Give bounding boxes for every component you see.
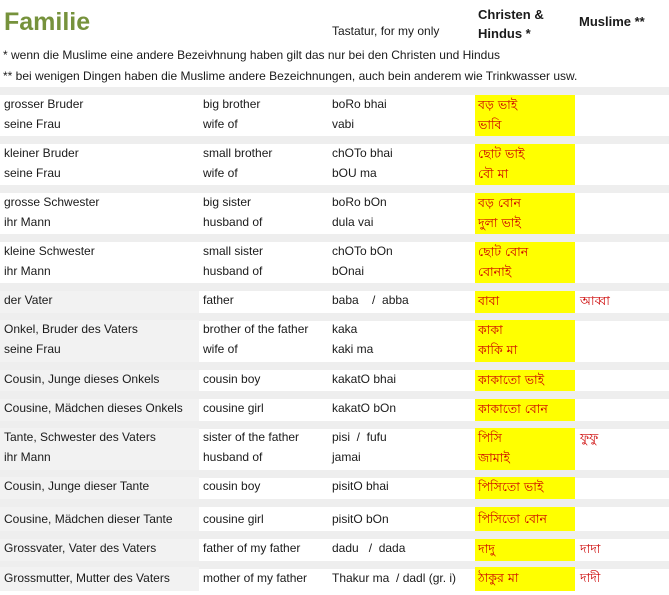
table-row: [0, 399, 669, 421]
bengali-term: কাকা: [478, 322, 503, 337]
table-row: [0, 193, 669, 234]
transliteration: bOnai: [332, 264, 365, 278]
german-term: seine Frau: [4, 117, 61, 131]
german-term: kleiner Bruder: [4, 146, 79, 160]
bengali-cell: [475, 95, 575, 136]
english-term: wife of: [203, 342, 238, 356]
german-term: Cousin, Junge dieser Tante: [4, 479, 150, 493]
bengali-cell: [475, 399, 575, 421]
bengali-term: ছোট বোন: [478, 244, 529, 259]
english-term: cousine girl: [203, 512, 264, 526]
bengali-term: কাকাতো ভাই: [478, 372, 545, 387]
bengali-cell: [475, 567, 575, 591]
bengali-cell: [475, 539, 575, 561]
bengali-cell: [475, 428, 575, 470]
transliteration: boRo bhai: [332, 97, 387, 111]
transliteration: chOTo bhai: [332, 146, 393, 160]
muslim-term: দাদী: [580, 570, 601, 585]
bengali-cell: [475, 370, 575, 391]
bengali-cell: [475, 242, 575, 283]
english-term: wife of: [203, 166, 238, 180]
english-term: cousin boy: [203, 479, 261, 493]
bengali-term: কাকাতো বোন: [478, 401, 548, 416]
row-divider: [0, 531, 669, 539]
german-term: grosser Bruder: [4, 97, 84, 111]
table-row: [0, 370, 669, 391]
transliteration: pisitO bhai: [332, 479, 389, 493]
english-term: cousin boy: [203, 372, 261, 386]
german-term: grosse Schwester: [4, 195, 100, 209]
table-row: [0, 291, 669, 313]
english-term: big sister: [203, 195, 252, 209]
bengali-term: বোনাই: [478, 264, 512, 279]
transliteration: chOTo bOn: [332, 244, 393, 258]
bengali-term: বড় বোন: [478, 195, 521, 210]
german-term: Cousine, Mädchen dieses Onkels: [4, 401, 183, 415]
table-row: [0, 428, 669, 470]
english-term: small sister: [203, 244, 264, 258]
bengali-term: ছোট ভাই: [478, 146, 525, 161]
english-term: wife of: [203, 117, 238, 131]
english-term: mother of my father: [203, 571, 308, 585]
english-term: husband of: [203, 215, 263, 229]
bengali-term: পিসি: [478, 430, 502, 445]
transliteration: dadu / dada: [332, 541, 406, 555]
row-divider: [0, 391, 669, 399]
english-term: sister of the father: [203, 430, 300, 444]
german-term: Grossvater, Vater des Vaters: [4, 541, 157, 555]
christen-header-line2: Hindus *: [478, 26, 531, 41]
muslim-term: ফুফু: [580, 430, 599, 445]
english-term: husband of: [203, 450, 263, 464]
bengali-term: বাবা: [478, 293, 500, 308]
bengali-term: ঠাকুর মা: [478, 570, 519, 585]
german-term: Grossmutter, Mutter des Vaters: [4, 571, 170, 585]
muslim-term: দাদা: [580, 541, 601, 556]
german-term: seine Frau: [4, 342, 61, 356]
row-divider: [0, 185, 669, 193]
transliteration: vabi: [332, 117, 355, 131]
table-row: [0, 567, 669, 591]
transliteration: kakatO bOn: [332, 401, 397, 415]
bengali-cell: [475, 320, 575, 362]
english-term: father of my father: [203, 541, 301, 555]
bengali-term: বড় ভাই: [478, 97, 518, 112]
row-divider: [0, 499, 669, 507]
bengali-cell: [475, 291, 575, 313]
german-term: kleine Schwester: [4, 244, 95, 258]
footnote-2: ** bei wenigen Dingen haben die Muslime andere Bezeichnungen, auch bein anderem wie Trinkwasser usw.: [3, 69, 578, 83]
english-term: father: [203, 293, 234, 307]
bengali-term: পিসিতো বোন: [478, 511, 548, 526]
bengali-term: পিসিতো ভাই: [478, 479, 544, 494]
muslim-term: আব্বা: [580, 293, 610, 308]
keyboard-column-header: Tastatur, for my only: [332, 24, 440, 38]
german-term: seine Frau: [4, 166, 61, 180]
muslime-column-header: Muslime **: [579, 14, 645, 29]
row-divider: [0, 362, 669, 370]
christen-header-line1: Christen &: [478, 7, 544, 22]
english-term: husband of: [203, 264, 263, 278]
bengali-cell: [475, 477, 575, 499]
row-divider: [0, 87, 669, 95]
row-divider: [0, 283, 669, 291]
english-term: brother of the father: [203, 322, 309, 336]
transliteration: bOU ma: [332, 166, 377, 180]
bengali-term: জামাই: [478, 450, 510, 465]
transliteration: kaka: [332, 322, 358, 336]
transliteration: dula vai: [332, 215, 374, 229]
bengali-term: কাকি মা: [478, 342, 518, 357]
bengali-cell: [475, 507, 575, 531]
page-title: Familie: [4, 8, 91, 36]
table-row: [0, 477, 669, 499]
german-term: Tante, Schwester des Vaters: [4, 430, 156, 444]
german-term: Cousine, Mädchen dieser Tante: [4, 512, 173, 526]
german-term: Onkel, Bruder des Vaters: [4, 322, 138, 336]
transliteration: jamai: [332, 450, 361, 464]
transliteration: kaki ma: [332, 342, 374, 356]
row-divider: [0, 234, 669, 242]
bengali-term: বৌ মা: [478, 166, 509, 181]
german-term: ihr Mann: [4, 264, 51, 278]
transliteration: kakatO bhai: [332, 372, 397, 386]
transliteration: boRo bOn: [332, 195, 387, 209]
transliteration: pisitO bOn: [332, 512, 389, 526]
english-term: cousine girl: [203, 401, 264, 415]
english-term: big brother: [203, 97, 261, 111]
german-term: ihr Mann: [4, 215, 51, 229]
transliteration: Thakur ma / dadl (gr. i): [332, 571, 457, 585]
german-term: der Vater: [4, 293, 53, 307]
bengali-cell: [475, 144, 575, 185]
bengali-cell: [475, 193, 575, 234]
footnote-1: * wenn die Muslime eine andere Bezeivhnung haben gilt das nur bei den Christen und Hindus: [3, 48, 500, 62]
german-term: ihr Mann: [4, 450, 51, 464]
bengali-term: ভাবি: [478, 117, 502, 132]
table-row: [0, 320, 669, 362]
table-row: [0, 507, 669, 531]
christen-hindus-column-header: [478, 5, 544, 43]
row-divider: [0, 136, 669, 144]
german-term: Cousin, Junge dieses Onkels: [4, 372, 160, 386]
bengali-term: দুলা ভাই: [478, 215, 521, 230]
transliteration: baba / abba: [332, 293, 409, 307]
transliteration: pisi / fufu: [332, 430, 387, 444]
table-row: [0, 144, 669, 185]
table-row: [0, 539, 669, 561]
table-row: [0, 95, 669, 136]
bengali-term: দাদু: [478, 541, 495, 556]
table-row: [0, 242, 669, 283]
english-term: small brother: [203, 146, 273, 160]
